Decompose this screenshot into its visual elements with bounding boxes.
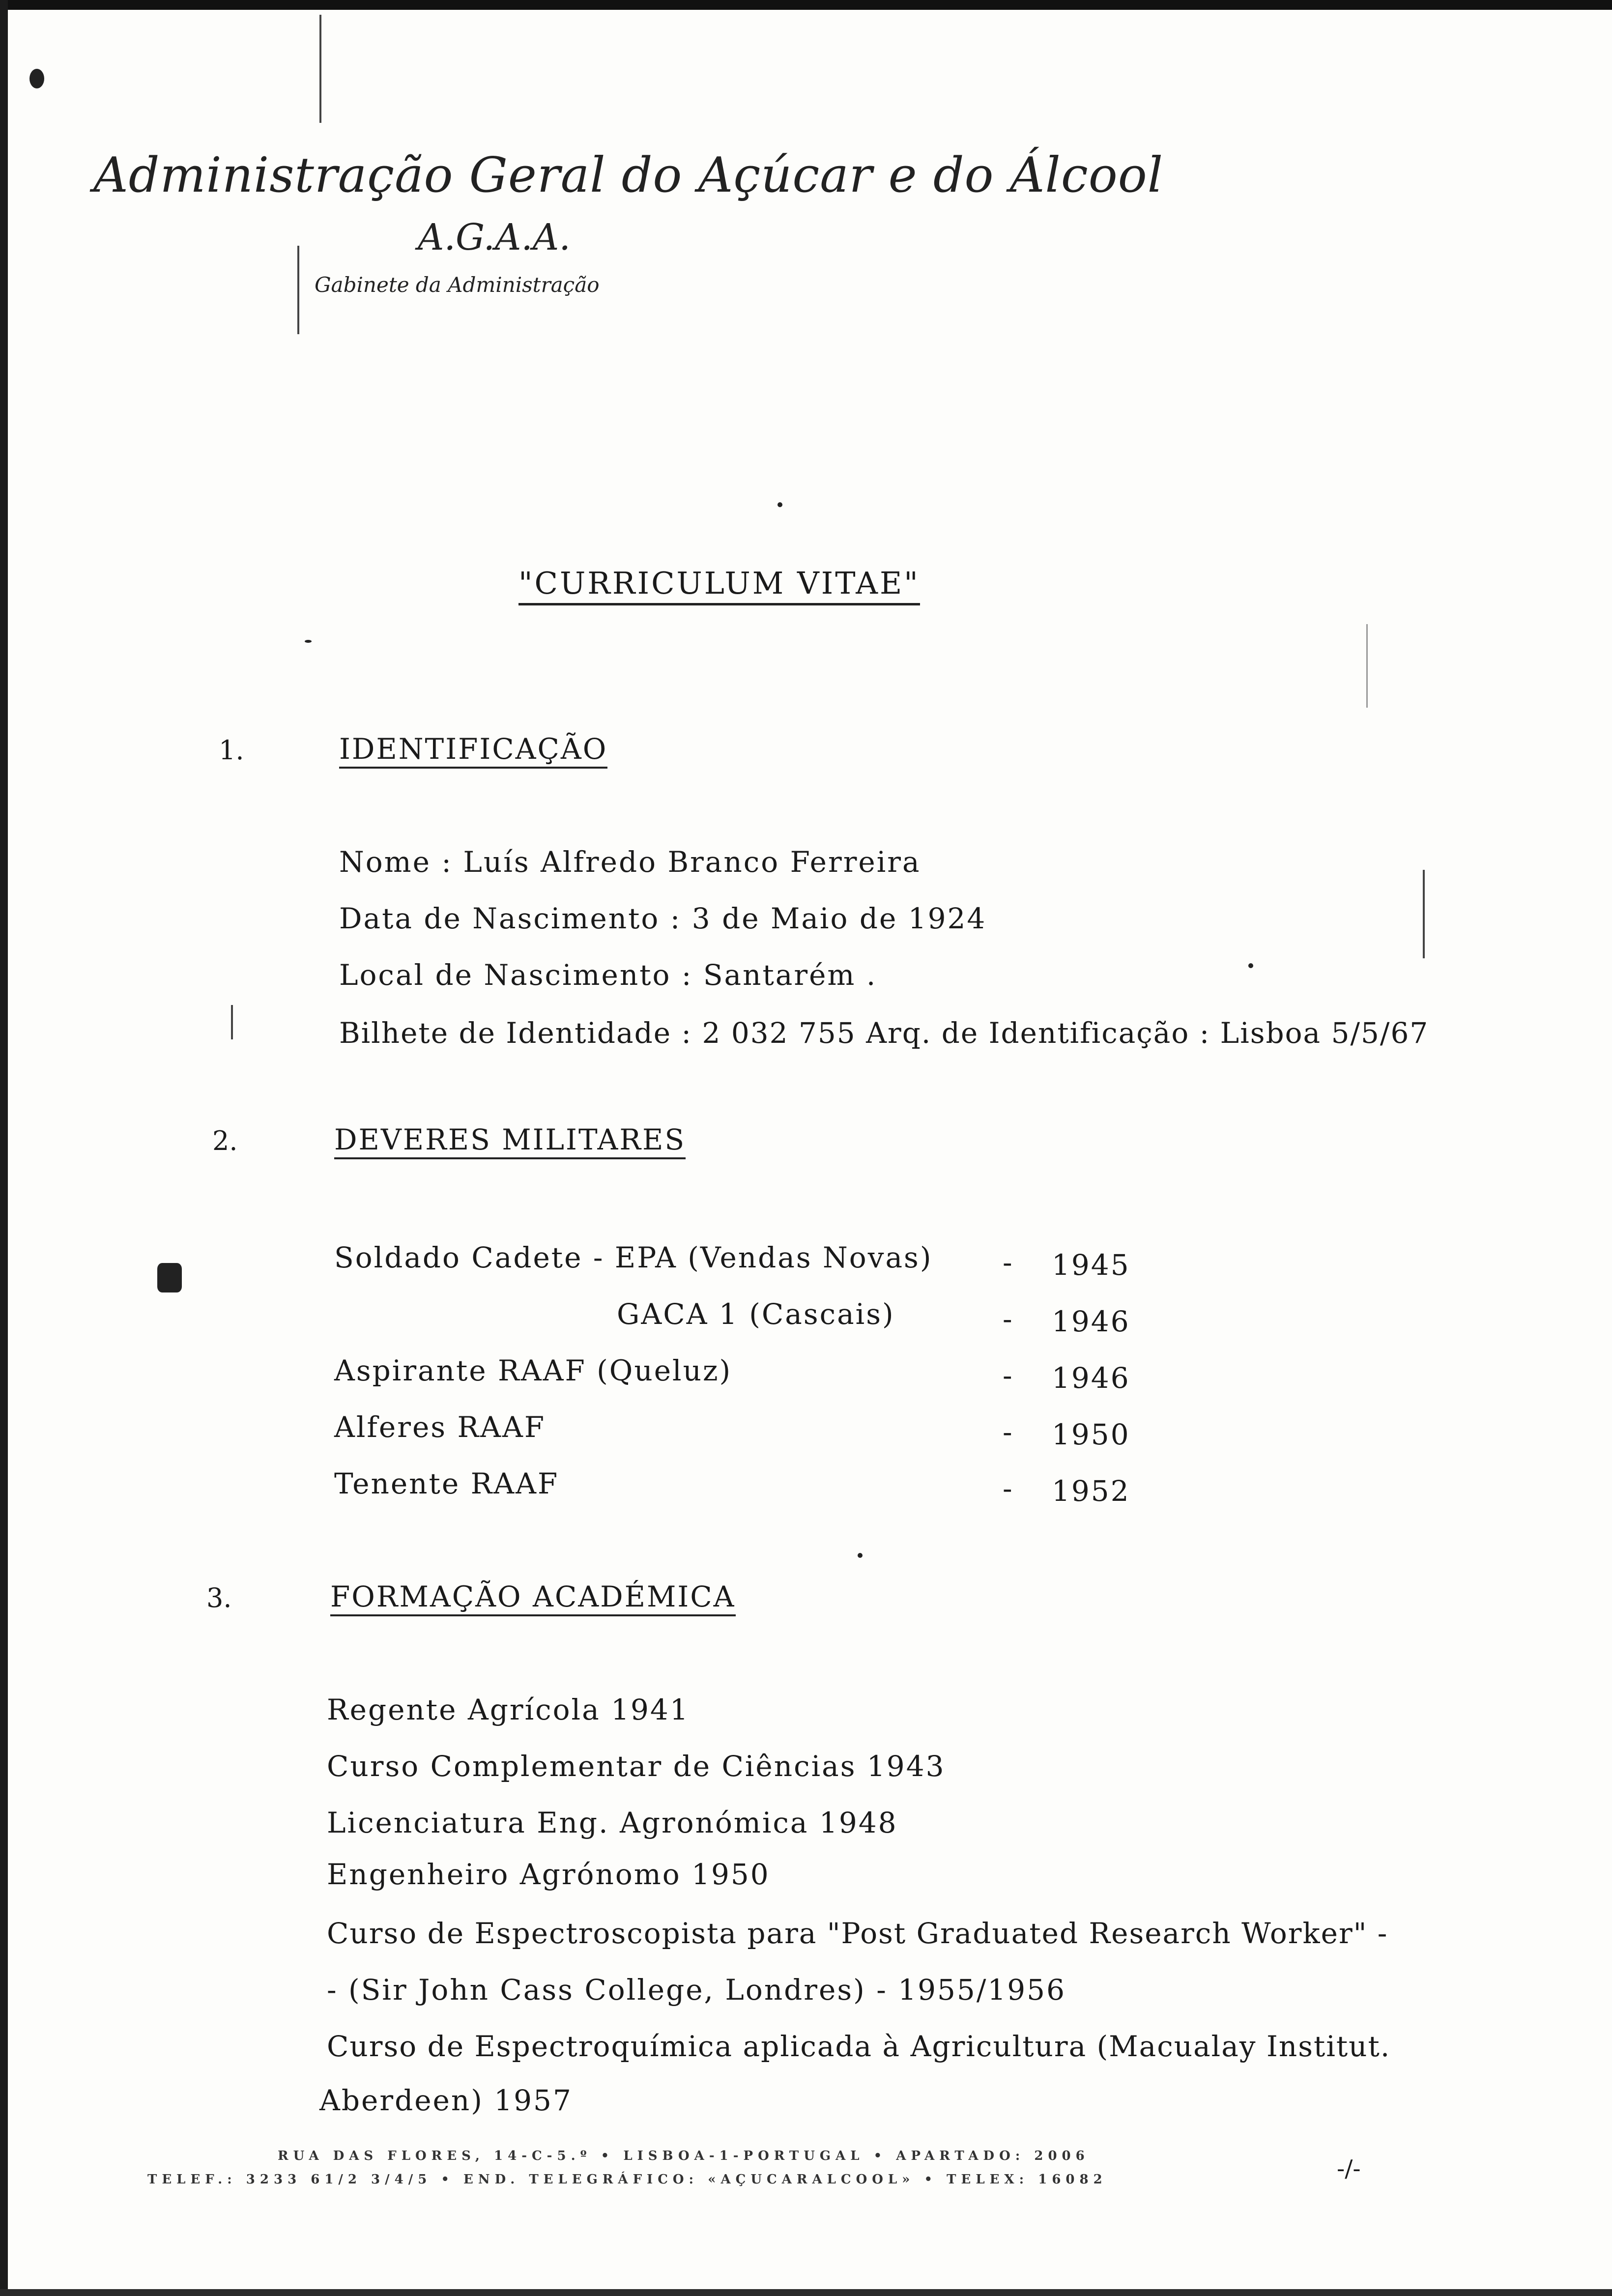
- section-heading-formacao-academica: FORMAÇÃO ACADÉMICA: [330, 1580, 736, 1616]
- military-dash: -: [1003, 1472, 1012, 1505]
- scan-mark: [1423, 870, 1425, 958]
- scan-mark: [297, 246, 299, 334]
- education-entry: Regente Agrícola 1941: [327, 1693, 690, 1726]
- military-dash: -: [1003, 1246, 1012, 1279]
- page-continuation-mark: -/-: [1337, 2155, 1361, 2182]
- military-dash: -: [1003, 1415, 1012, 1449]
- field-bilhete-identidade: Bilhete de Identidade : 2 032 755 Arq. de Identificação : Lisboa 5/5/67: [339, 1016, 1429, 1050]
- military-dash: -: [1003, 1302, 1012, 1336]
- education-entry: Engenheiro Agrónomo 1950: [327, 1858, 770, 1891]
- field-data-nascimento: Data de Nascimento : 3 de Maio de 1924: [339, 902, 987, 935]
- scan-speck: [157, 1263, 182, 1292]
- education-entry: Licenciatura Eng. Agronómica 1948: [327, 1806, 898, 1839]
- field-local-nascimento: Local de Nascimento : Santarém .: [339, 958, 877, 992]
- scan-speck: [1248, 963, 1253, 968]
- scan-mark: [1366, 624, 1368, 708]
- letterhead-acronym: A.G.A.A.: [418, 216, 571, 258]
- military-year: 1945: [1052, 1248, 1130, 1282]
- letterhead: [93, 147, 1164, 297]
- footer-contacts: TELEF.: 3233 61/2 3/4/5 • END. TELEGRÁFICO: «AÇUCARALCOOL» • TELEX: 16082: [147, 2172, 1107, 2187]
- scan-mark: [231, 1005, 233, 1039]
- footer-address: RUA DAS FLORES, 14-C-5.º • LISBOA-1-PORTUGAL • APARTADO: 2006: [278, 2149, 1090, 2163]
- scan-speck: [29, 69, 44, 88]
- scan-speck: [858, 1553, 863, 1558]
- scan-speck: [777, 502, 782, 507]
- section-number: 1.: [219, 735, 244, 766]
- education-entry: Curso de Espectroscopista para "Post Graduated Research Worker" -: [327, 1917, 1388, 1950]
- military-dash: -: [1003, 1359, 1012, 1392]
- education-entry: Curso de Espectroquímica aplicada à Agricultura (Macualay Institut.: [327, 2030, 1391, 2063]
- scan-speck: [305, 640, 312, 643]
- military-year: 1950: [1052, 1418, 1130, 1451]
- letterhead-organization: Administração Geral do Açúcar e do Álcool: [93, 147, 1164, 203]
- education-entry: Aberdeen) 1957: [319, 2084, 573, 2117]
- document-title: "CURRICULUM VITAE": [518, 565, 920, 605]
- scan-border-left: [0, 0, 8, 2296]
- letterhead-department: Gabinete da Administração: [315, 273, 600, 297]
- military-entry: Aspirante RAAF (Queluz): [334, 1354, 732, 1387]
- field-nome: Nome : Luís Alfredo Branco Ferreira: [339, 845, 921, 879]
- scan-border-top: [0, 0, 1612, 10]
- section-number: 2.: [212, 1125, 238, 1156]
- education-entry: - (Sir John Cass College, Londres) - 1955/1956: [327, 1973, 1066, 2007]
- scan-mark: [319, 15, 321, 123]
- military-year: 1946: [1052, 1305, 1130, 1338]
- military-entry: GACA 1 (Cascais): [617, 1297, 895, 1331]
- section-heading-identificacao: IDENTIFICAÇÃO: [339, 732, 607, 769]
- scan-border-bottom: [0, 2289, 1612, 2296]
- military-year: 1946: [1052, 1361, 1130, 1395]
- education-entry: Curso Complementar de Ciências 1943: [327, 1750, 946, 1783]
- military-year: 1952: [1052, 1474, 1130, 1508]
- military-entry: Tenente RAAF: [334, 1467, 559, 1500]
- section-heading-deveres-militares: DEVERES MILITARES: [334, 1123, 686, 1159]
- section-number: 3.: [206, 1582, 232, 1613]
- military-entry: Soldado Cadete - EPA (Vendas Novas): [334, 1241, 933, 1274]
- military-entry: Alferes RAAF: [334, 1410, 546, 1444]
